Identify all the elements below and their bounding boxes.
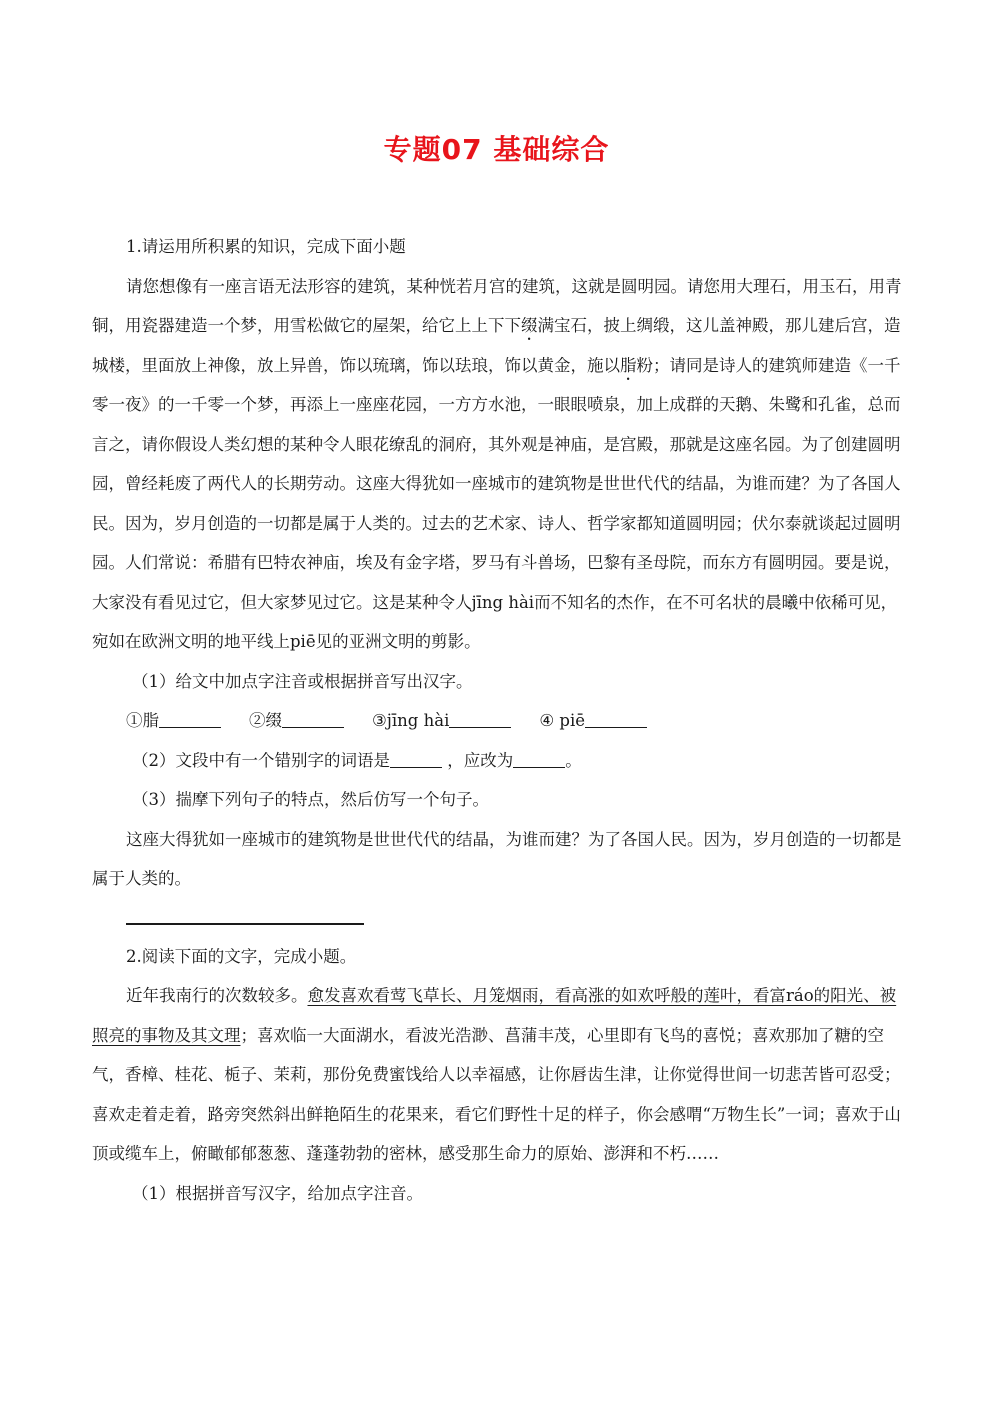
document-body bbox=[92, 227, 904, 1213]
sub-2-text-a: （2）文段中有一个错别字的词语是 bbox=[132, 750, 390, 770]
answer-blank[interactable] bbox=[282, 711, 344, 728]
answer-line[interactable] bbox=[126, 915, 364, 925]
question-2-passage bbox=[92, 976, 904, 1174]
sub-2-text-c: 。 bbox=[565, 750, 582, 770]
blank-label: ②缀 bbox=[249, 711, 282, 730]
blank-item bbox=[539, 701, 647, 741]
blank-item bbox=[372, 701, 511, 741]
sample-sentence: 这座大得犹如一座城市的建筑物是世世代代的结晶，为谁而建？为了各国人民。因为，岁月创造的一切都是属于人类的。 bbox=[92, 829, 902, 888]
answer-blank[interactable] bbox=[585, 711, 647, 728]
question-1-sub-3: （3）揣摩下列句子的特点，然后仿写一个句子。 bbox=[132, 790, 489, 809]
sub-2-text-b: ，应改为 bbox=[447, 750, 514, 770]
blank-label: ③jīng hài bbox=[372, 711, 450, 730]
page-title: 专题07 基础综合 bbox=[383, 133, 610, 166]
passage-text-2: 满宝石，披上绸缎，这儿盖神殿，那儿建后宫，造城楼，里面放上神像，放上异兽，饰以琉璃，饰以珐琅，饰以黄金，施以 bbox=[92, 316, 901, 375]
blank-item bbox=[249, 701, 344, 741]
correction-blank[interactable] bbox=[513, 751, 565, 768]
dotted-char-zhi: 脂 bbox=[620, 355, 637, 375]
blank-label: ①脂 bbox=[126, 711, 159, 730]
question-2-heading: 2.阅读下面的文字，完成小题。 bbox=[126, 946, 357, 966]
answer-blank[interactable] bbox=[449, 711, 511, 728]
dotted-char-zhui: 缀 bbox=[521, 316, 538, 335]
answer-blank[interactable] bbox=[159, 711, 221, 728]
question-1-passage bbox=[92, 267, 904, 662]
wrong-word-blank[interactable] bbox=[390, 751, 442, 768]
blank-item bbox=[126, 701, 221, 741]
question-2-sub-1: （1）根据拼音写汉字，给加点字注音。 bbox=[132, 1183, 423, 1203]
question-1-sub-2 bbox=[92, 741, 904, 781]
question-1-sub-1: （1）给文中加点字注音或根据拼音写出汉字。 bbox=[132, 671, 473, 691]
blank-label: ④ piē bbox=[539, 711, 586, 730]
question-1-heading: 1.请运用所积累的知识，完成下面小题 bbox=[126, 237, 406, 256]
passage-text-1: 请您想像有一座言语无法形容的建筑，某种恍若月宫的建筑，这就是圆明园。请您用大理石，用玉石，用青铜，用瓷器建造一个梦，用雪松做它的屋架，给它上上下下 bbox=[92, 276, 902, 335]
underlined-sentence: 愈发喜欢看莺飞草长、月笼烟雨，看高涨的如欢呼般的莲叶，看富ráo的阳光、被照亮的事物及其文理 bbox=[92, 986, 897, 1045]
question-1-blanks bbox=[92, 701, 904, 741]
passage-text-3: 粉；请同是诗人的建筑师建造《一千零一夜》的一千零一个梦，再添上一座座花园，一方方水池，一眼眼喷泉，加上成群的天鹅、朱鹭和孔雀，总而言之，请你假设人类幻想的某种令人眼花缭乱的洞府，其外观是神庙，是宫殿，那就是这座名园。为了创建圆明园，曾经耗废了两代人的长期劳动。这座大得犹如一座城市的建筑物是世世代代的结晶，为谁而建？为了各国人民。因为，岁月创造的一切都是属于人类的。过去的艺术家、诗人、哲学家都知道圆明园；伏尔泰就谈起过圆明园。人们常说：希腊有巴特农神庙，埃及有金字塔，罗马有斗兽场，巴黎有圣母院，而东方有圆明园。要是说，大家没有看见过它，但大家梦见过它。这是某种令人jīng hài而不知名的杰作，在不可名状的晨曦中依稀可见，宛如在欧洲文明的地平线上piē见的亚洲文明的剪影。 bbox=[92, 355, 901, 651]
q2-rest-text: ；喜欢临一大面湖水，看波光浩渺、菖蒲丰茂，心里即有飞鸟的喜悦；喜欢那加了糖的空气，香樟、桂花、栀子、茉莉，那份免费蜜饯给人以幸福感，让你唇齿生津，让你觉得世间一切悲苦皆可忍受；喜欢走着走着，路旁突然斜出鲜艳陌生的花果来，看它们野性十足的样子，你会感喟“万物生长”一词；喜欢于山顶或缆车上，俯瞰郁郁葱葱、蓬蓬勃勃的密林，感受那生命力的原始、澎湃和不朽…… bbox=[92, 1025, 901, 1163]
q2-lead-text: 近年我南行的次数较多。 bbox=[126, 986, 308, 1005]
